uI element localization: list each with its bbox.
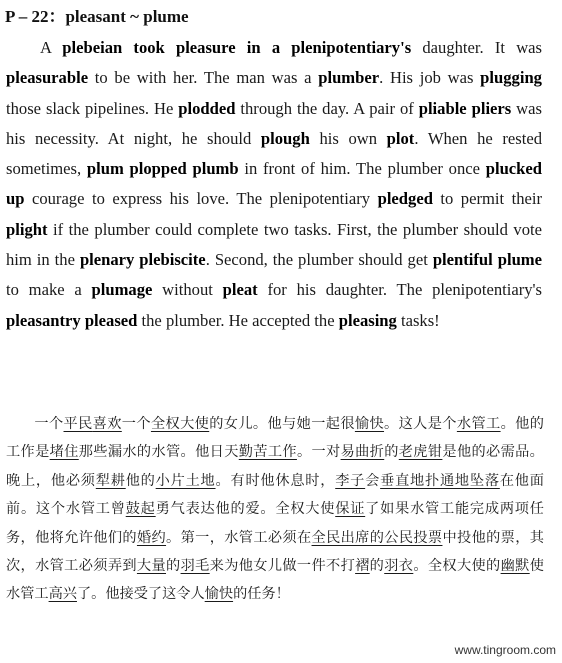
vocabulary-word: plucked up <box>6 159 542 209</box>
text-run: in front of him. The plumber once <box>238 159 486 179</box>
text-run: . His job was <box>379 68 481 88</box>
text-run: to make a <box>6 280 92 300</box>
vocabulary-word: plenary plebiscite <box>79 250 206 270</box>
translated-term: 李子 <box>335 472 366 489</box>
translated-term: 全民出席的公民投票 <box>311 529 443 546</box>
text-run: 来为他女儿做一件不打 <box>209 558 356 575</box>
text-run: 是他的必需品。晚上，他必须 <box>6 444 544 489</box>
translated-term: 平民 <box>63 416 93 432</box>
vocabulary-word: plot <box>386 128 415 148</box>
translated-term: 易曲折 <box>340 444 385 461</box>
text-run: . When he rested sometimes, <box>6 128 542 179</box>
text-run: 他的 <box>125 472 156 489</box>
text-run: without <box>152 280 223 300</box>
chinese-text-runs <box>6 416 544 602</box>
text-run: 使水管工 <box>6 558 544 603</box>
text-run: 。有时他休息时， <box>215 472 336 489</box>
text-run: the plumber. He accepted the <box>137 310 339 330</box>
translated-term: 羽衣 <box>384 558 414 575</box>
vocabulary-word: plough <box>260 128 310 148</box>
translated-term: 幽默 <box>500 558 530 575</box>
page-heading: P – 22：pleasant ~ plume <box>5 7 189 26</box>
text-run: those slack pipelines. He <box>6 98 179 118</box>
vocabulary-word: plebeian took pleasure in a plenipotentiary's <box>62 38 412 57</box>
translated-term: 喜欢 <box>92 416 122 432</box>
translated-term: 老虎钳 <box>398 444 443 461</box>
chinese-passage <box>6 410 544 609</box>
vocabulary-word: plight <box>6 219 48 239</box>
vocabulary-word: pleasurable <box>6 68 89 88</box>
text-run: his own <box>309 128 387 148</box>
text-run: 那些漏水的水管。他日天 <box>78 444 239 461</box>
text-run: 。全权大使的 <box>413 558 501 575</box>
vocabulary-word: plentiful plume <box>432 250 542 270</box>
english-text-runs <box>6 38 542 330</box>
translated-term: 水管工 <box>456 416 501 432</box>
text-run: daughter. It was <box>411 38 542 57</box>
text-run: to be with her. The man was a <box>88 68 319 88</box>
translated-term: 羽毛 <box>180 558 210 575</box>
text-run: 。一对 <box>296 444 341 461</box>
text-run: 。这人是个 <box>384 416 457 432</box>
chinese-paragraph <box>6 410 544 609</box>
translated-term: 全权大使 <box>150 416 210 432</box>
translated-term: 婚约 <box>136 529 167 546</box>
text-run: 的 <box>166 558 181 575</box>
text-run: 在他面前。这个水管工曾 <box>6 472 544 518</box>
translated-term: 堵住 <box>49 444 79 461</box>
text-run: was his necessity. At night, he should <box>6 98 542 148</box>
vocabulary-word: pleasing <box>338 310 397 330</box>
text-run: 会 <box>365 472 381 489</box>
text-run: 。第一，水管工必须在 <box>166 529 312 546</box>
text-run: courage to express his love. The plenipotentiary <box>24 189 378 209</box>
text-run: 中投他的票，其次，水管工必须弄到 <box>6 529 544 575</box>
vocabulary-word: pledged <box>377 189 433 209</box>
vocabulary-word: plumber <box>318 68 380 88</box>
translated-term: 褶 <box>355 558 370 575</box>
translated-term: 小片土地 <box>155 472 216 489</box>
text-run: if the plumber could complete two tasks. First, the plumber should vote him in the <box>6 219 542 270</box>
text-run: 了如果水管工能完成两项任务，他将允许他们的 <box>6 501 544 546</box>
text-run: 勇气表达他的爱。全权大使 <box>155 501 336 518</box>
text-run: 的任务！ <box>233 586 290 603</box>
english-paragraph <box>6 33 542 336</box>
text-run: 的 <box>384 444 399 461</box>
text-run: for his daughter. The plenipotentiary's <box>257 280 542 300</box>
text-run: 的女儿。他与她一起很 <box>209 416 355 432</box>
translated-term: 犁耕 <box>95 472 126 489</box>
vocabulary-word: plum plopped plumb <box>86 159 239 179</box>
vocabulary-word: plugging <box>480 68 542 88</box>
vocabulary-word: pliable pliers <box>418 98 512 118</box>
vocabulary-word: pleasantry pleased <box>6 310 138 330</box>
text-run: to permit their <box>432 189 543 209</box>
translated-term: 愉快 <box>354 416 385 432</box>
watermark: www.tingroom.com <box>454 643 556 657</box>
translated-term: 垂直地扑通地坠落 <box>380 472 500 489</box>
text-run: 的 <box>369 558 385 575</box>
vocabulary-word: plumage <box>91 280 153 300</box>
translated-term: 鼓起 <box>125 501 156 518</box>
translated-term: 勤苦工作 <box>238 444 297 461</box>
text-run: 一个 <box>121 416 151 432</box>
vocabulary-word: pleat <box>222 280 258 300</box>
english-passage <box>6 33 542 336</box>
translated-term: 大量 <box>136 558 167 575</box>
text-run: tasks! <box>396 310 440 330</box>
translated-term: 保证 <box>335 501 366 518</box>
text-run: 。他的工作是 <box>6 416 544 461</box>
text-run: 了。他接受了这令人 <box>76 586 205 603</box>
text-run: through the day. A pair of <box>235 98 419 118</box>
text-run: . Second, the plumber should get <box>205 250 433 270</box>
vocabulary-word: plodded <box>178 98 236 118</box>
translated-term: 愉快 <box>204 586 234 603</box>
translated-term: 高兴 <box>48 586 77 603</box>
text-run: 一个 <box>34 416 64 432</box>
text-run: A <box>40 38 63 57</box>
